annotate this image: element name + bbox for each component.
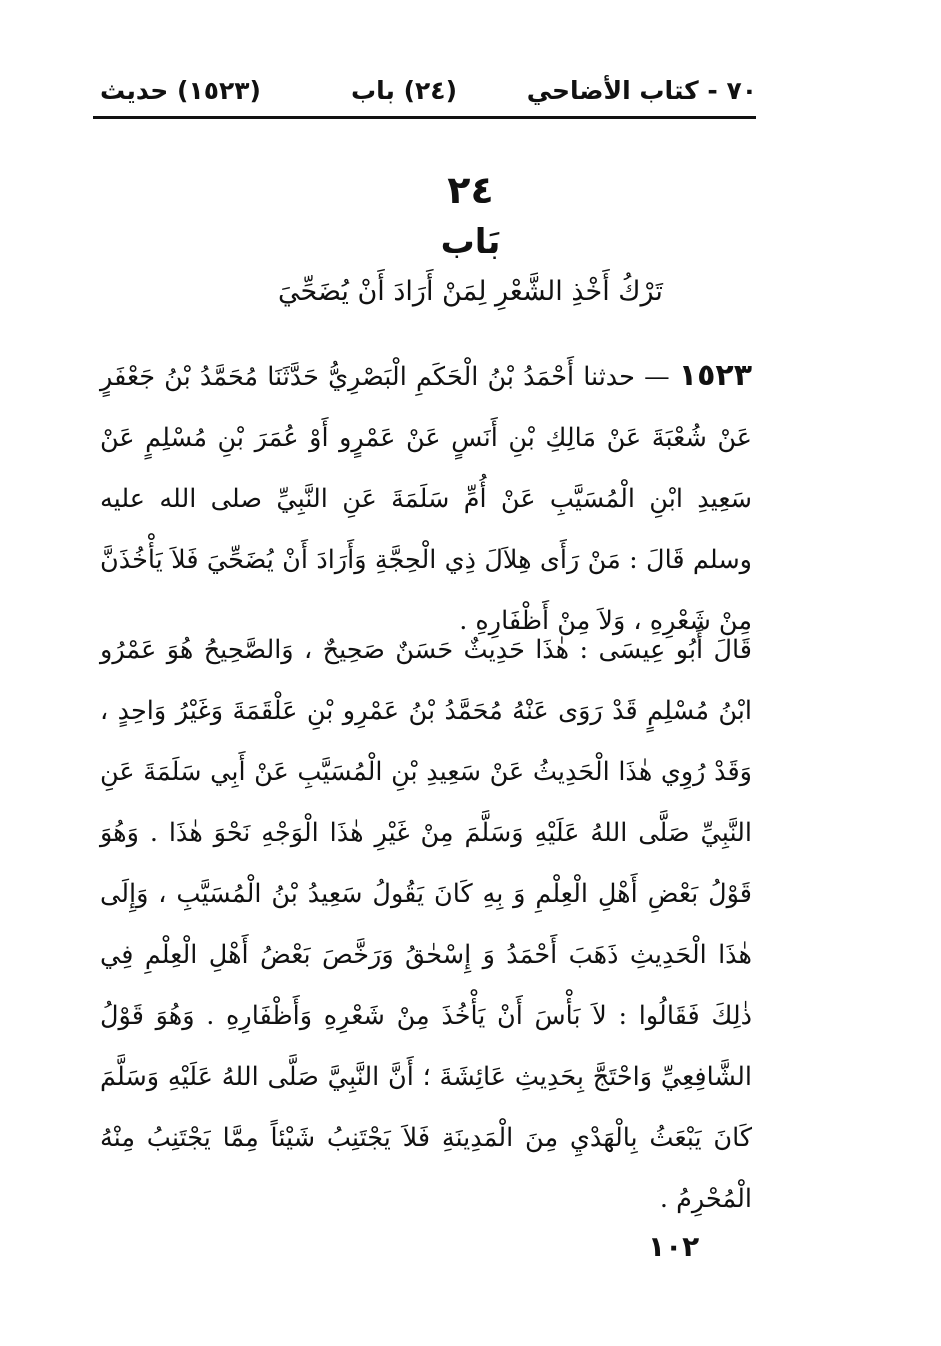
commentary-paragraph: قَالَ أَبُو عِيسَى : هٰذَا حَدِيثٌ حَسَنٌ صَحِيحٌ ، وَالصَّحِيحُ هُوَ عَمْرُو ابْنُ مُسْلِمٍ قَدْ رَوَى عَنْهُ مُحَمَّدُ بْنُ عَمْرِو بْنِ عَلْقَمَةَ وَغَيْرُ وَاحِدٍ ، وَقَدْ رُوِي هٰذَا الْحَدِيثُ عَنْ سَعِيدِ بْنِ الْمُسَيَّبِ عَنْ أَبِي سَلَمَةَ عَنِ النَّبِيِّ صَلَّى اللهُ عَلَيْهِ وَسَلَّمَ مِنْ غَيْرِ هٰذَا الْوَجْهِ نَحْوَ هٰذَا . وَهُوَ قَوْلُ بَعْضِ أَهْلِ الْعِلْمِ وَ بِهِ كَانَ يَقُولُ سَعِيدُ بْنُ الْمُسَيَّبِ ، وَإِلَى هٰذَا الْحَدِيثِ ذَهَبَ أَحْمَدُ وَ إِسْحٰقُ وَرَخَّصَ بَعْضُ أَهْلِ الْعِلْمِ فِي ذٰلِكَ فَقَالُوا : لاَ بَأْسَ أَنْ يَأْخُذَ مِنْ شَعْرِهِ وَأَظْفَارِهِ . وَهُوَ قَوْلُ الشَّافِعِيِّ وَاحْتَجَّ بِحَدِيثِ عَائِشَةَ ؛ أَنَّ النَّبِيَّ صَلَّى اللهُ عَلَيْهِ وَسَلَّمَ كَانَ يَبْعَثُ بِالْهَدْيِ مِنَ الْمَدِينَةِ فَلاَ يَجْتَنِبُ شَيْئاً مِمَّا يَجْتَنِبُ مِنْهُ الْمُحْرِمُ . <box>100 635 752 1214</box>
chapter-label: بَاب <box>440 222 501 262</box>
header-chapter-ref: (٢٤) باب <box>351 76 457 105</box>
header-book-title: ٧٠ - كتاب الأضاحي <box>526 76 757 105</box>
hadith-text: — حدثنا أَحْمَدُ بْنُ الْحَكَمِ الْبَصْرِيُّ حَدَّثَنَا مُحَمَّدُ بْنُ جَعْفَرٍ عَنْ شُعْبَةَ عَنْ مَالِكِ بْنِ أَنَسٍ عَنْ عَمْرٍو أَوْ عُمَرَ بْنِ مُسْلِمٍ عَنْ سَعِيدِ ابْنِ الْمُسَيَّبِ عَنْ أُمِّ سَلَمَةَ عَنِ النَّبِيِّ صلى الله عليه وسلم قَالَ : مَنْ رَأَى هِلاَلَ ذِي الْحِجَّةِ وَأَرَادَ أَنْ يُضَحِّيَ فَلاَ يَأْخُذَنَّ مِنْ شَعْرِهِ ، وَلاَ مِنْ أَظْفَارِهِ . <box>100 362 752 636</box>
chapter-title: تَرْكُ أَخْذِ الشَّعْرِ لِمَنْ أَرَادَ أَنْ يُضَحِّيَ <box>278 276 663 307</box>
chapter-number: ٢٤ <box>447 168 494 212</box>
page-number: ١٠٢ <box>648 1230 700 1263</box>
hadith-number: ١٥٢٣ <box>678 358 753 393</box>
hadith-paragraph <box>100 345 752 652</box>
header-divider <box>93 116 756 119</box>
header-hadith-ref: (١٥٢٣) حديث <box>100 76 261 105</box>
running-header <box>95 72 757 112</box>
